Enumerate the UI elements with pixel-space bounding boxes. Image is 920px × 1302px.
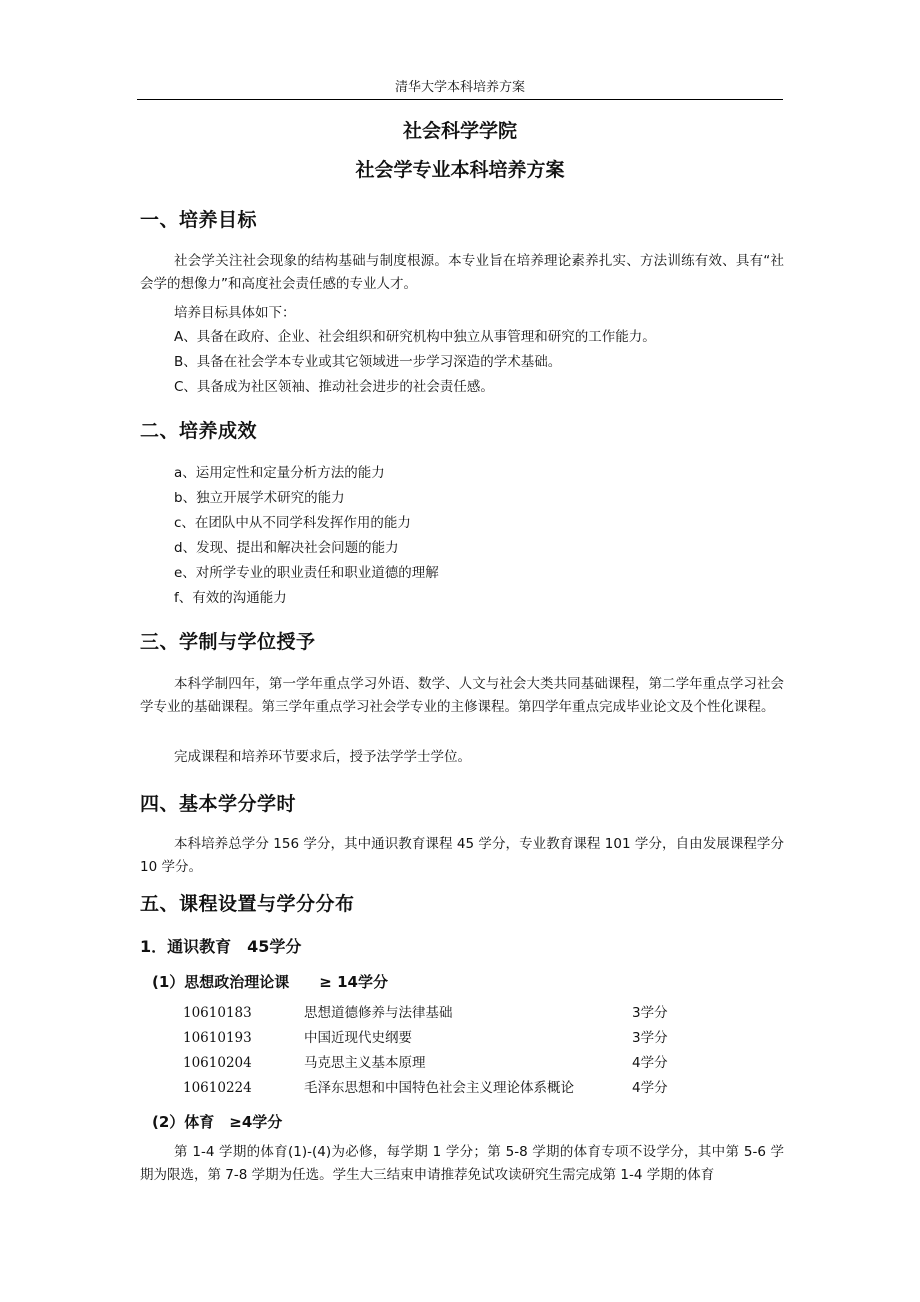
objective-item: B、具备在社会学本专业或其它领域进一步学习深造的学术基础。 (174, 354, 562, 370)
course-credit: 3学分 (632, 1005, 668, 1021)
pe-paragraph: 第 1-4 学期的体育(1)-(4)为必修，每学期 1 学分；第 5-8 学期的体育专项不设学分，其中第 5-6 学期为限选，第 7-8 学期为任选。学生大三结束申请推荐免试攻读研究生需完成第 1-4 学期的体育 (140, 1144, 784, 1183)
course-name: 马克思主义基本原理 (304, 1055, 426, 1071)
section-heading-objectives: 一、培养目标 (140, 209, 258, 231)
outcome-item: a、运用定性和定量分析方法的能力 (174, 465, 385, 481)
section-heading-duration-degree: 三、学制与学位授予 (140, 631, 316, 653)
objectives-lead: 培养目标具体如下： (174, 305, 296, 321)
section-heading-credits: 四、基本学分学时 (140, 793, 297, 815)
objective-item: A、具备在政府、企业、社会组织和研究机构中独立从事管理和研究的工作能力。 (174, 329, 656, 345)
course-name: 思想道德修养与法律基础 (304, 1005, 453, 1021)
general-education-heading: 1．通识教育 45学分 (140, 937, 302, 956)
outcome-item: d、发现、提出和解决社会问题的能力 (174, 540, 399, 556)
page-header: 清华大学本科培养方案 (137, 76, 783, 100)
course-code: 10610183 (183, 1005, 252, 1021)
course-code: 10610224 (183, 1080, 252, 1096)
course-name: 毛泽东思想和中国特色社会主义理论体系概论 (304, 1080, 574, 1096)
program-title: 社会学专业本科培养方案 (355, 159, 565, 181)
outcome-item: f、有效的沟通能力 (174, 590, 287, 606)
course-credit: 4学分 (632, 1055, 668, 1071)
course-credit: 3学分 (632, 1030, 668, 1046)
outcome-item: b、独立开展学术研究的能力 (174, 490, 345, 506)
credits-paragraph: 本科培养总学分 156 学分，其中通识教育课程 45 学分，专业教育课程 101 学分，自由发展课程学分 10 学分。 (140, 836, 784, 875)
objectives-intro: 社会学关注社会现象的结构基础与制度根源。本专业旨在培养理论素养扎实、方法训练有效、具有“社会学的想像力”和高度社会责任感的专业人才。 (140, 253, 784, 292)
course-credit: 4学分 (632, 1080, 668, 1096)
section-heading-outcomes: 二、培养成效 (140, 420, 258, 442)
course-code: 10610193 (183, 1030, 252, 1046)
pe-heading: (2）体育 ≥4学分 (152, 1113, 283, 1131)
outcome-item: e、对所学专业的职业责任和职业道德的理解 (174, 565, 439, 581)
political-theory-heading: (1）思想政治理论课 ≥ 14学分 (152, 973, 388, 991)
degree-paragraph: 完成课程和培养环节要求后，授予法学学士学位。 (174, 749, 471, 765)
outcome-item: c、在团队中从不同学科发挥作用的能力 (174, 515, 411, 531)
duration-paragraph: 本科学制四年，第一学年重点学习外语、数学、人文与社会大类共同基础课程，第二学年重点学习社会学专业的基础课程。第三学年重点学习社会学专业的主修课程。第四学年重点完成毕业论文及个性化课程。 (140, 676, 784, 715)
school-title: 社会科学学院 (402, 120, 517, 142)
section-heading-curriculum: 五、课程设置与学分分布 (140, 893, 355, 915)
objective-item: C、具备成为社区领袖、推动社会进步的社会责任感。 (174, 379, 494, 395)
course-name: 中国近现代史纲要 (304, 1030, 412, 1046)
course-code: 10610204 (183, 1055, 252, 1071)
